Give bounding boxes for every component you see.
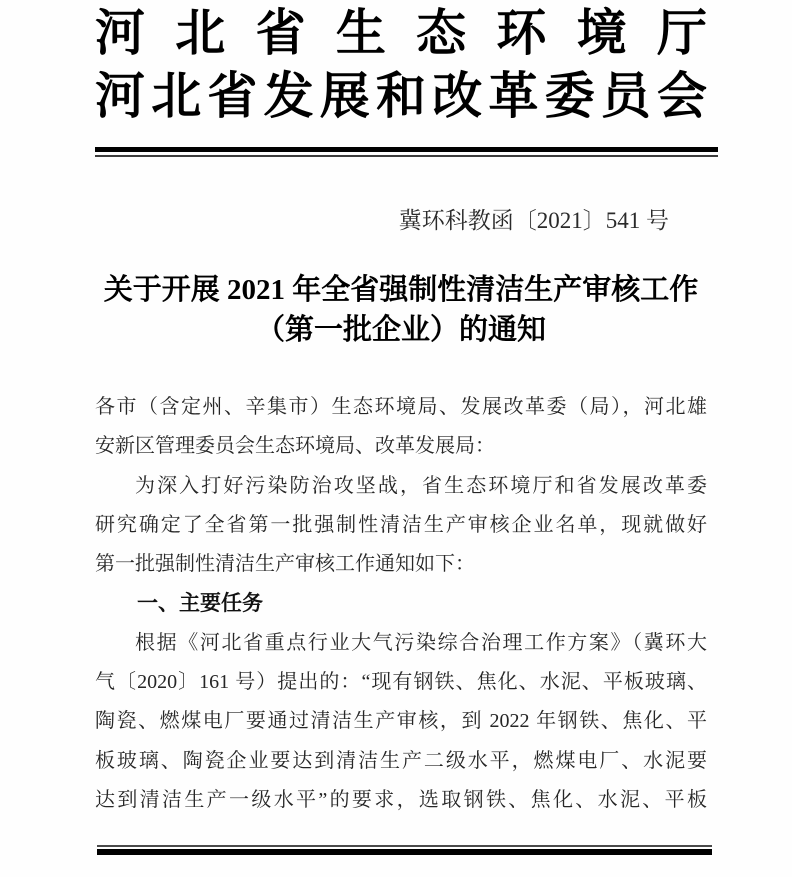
body-line: 安新区管理委员会生态环境局、改革发展局： — [95, 435, 495, 458]
body-line: 根据《河北省重点行业大气污染综合治理工作方案》（冀环大 — [135, 631, 707, 654]
footer-divider-thin-line — [97, 845, 712, 847]
section-heading: 一、主要任务 — [137, 592, 263, 616]
body-line: 研究确定了全省第一批强制性清洁生产审核企业名单，现就做好 — [95, 513, 707, 536]
body-text — [95, 388, 707, 820]
letterhead-line-1: 河北省生态环境厅 — [95, 5, 707, 61]
footer-divider — [97, 845, 712, 855]
body-line: 各市（含定州、辛集市）生态环境局、发展改革委（局），河北雄 — [95, 396, 707, 418]
document-title-line-1: 关于开展 2021 年全省强制性清洁生产审核工作 — [103, 274, 699, 306]
doc-number: 冀环科教函〔2021〕541 号 — [398, 208, 669, 233]
body-line: 陶瓷、燃煤电厂要通过清洁生产审核，到 2022 年钢铁、焦化、平 — [95, 710, 707, 733]
letterhead-line-2: 河北省发展和改革委员会 — [95, 68, 707, 124]
body-line: 达到清洁生产一级水平”的要求，选取钢铁、焦化、水泥、平板 — [95, 788, 707, 811]
body-line: 第一批强制性清洁生产审核工作通知如下： — [95, 553, 475, 576]
letterhead — [95, 2, 707, 128]
document-title — [90, 270, 712, 350]
body-line: 板玻璃、陶瓷企业要达到清洁生产二级水平，燃煤电厂、水泥要 — [95, 749, 707, 772]
header-divider-thin-line — [95, 155, 718, 157]
body-line: 气〔2020〕161 号）提出的：“现有钢铁、焦化、水泥、平板玻璃、 — [95, 671, 707, 694]
document-title-line-2: （第一批企业）的通知 — [255, 314, 546, 346]
body-line: 为深入打好污染防治攻坚战，省生态环境厅和省发展改革委 — [135, 474, 707, 497]
header-divider — [95, 147, 718, 157]
header-divider-thick-line — [95, 147, 718, 152]
footer-divider-thick-line — [97, 849, 712, 855]
